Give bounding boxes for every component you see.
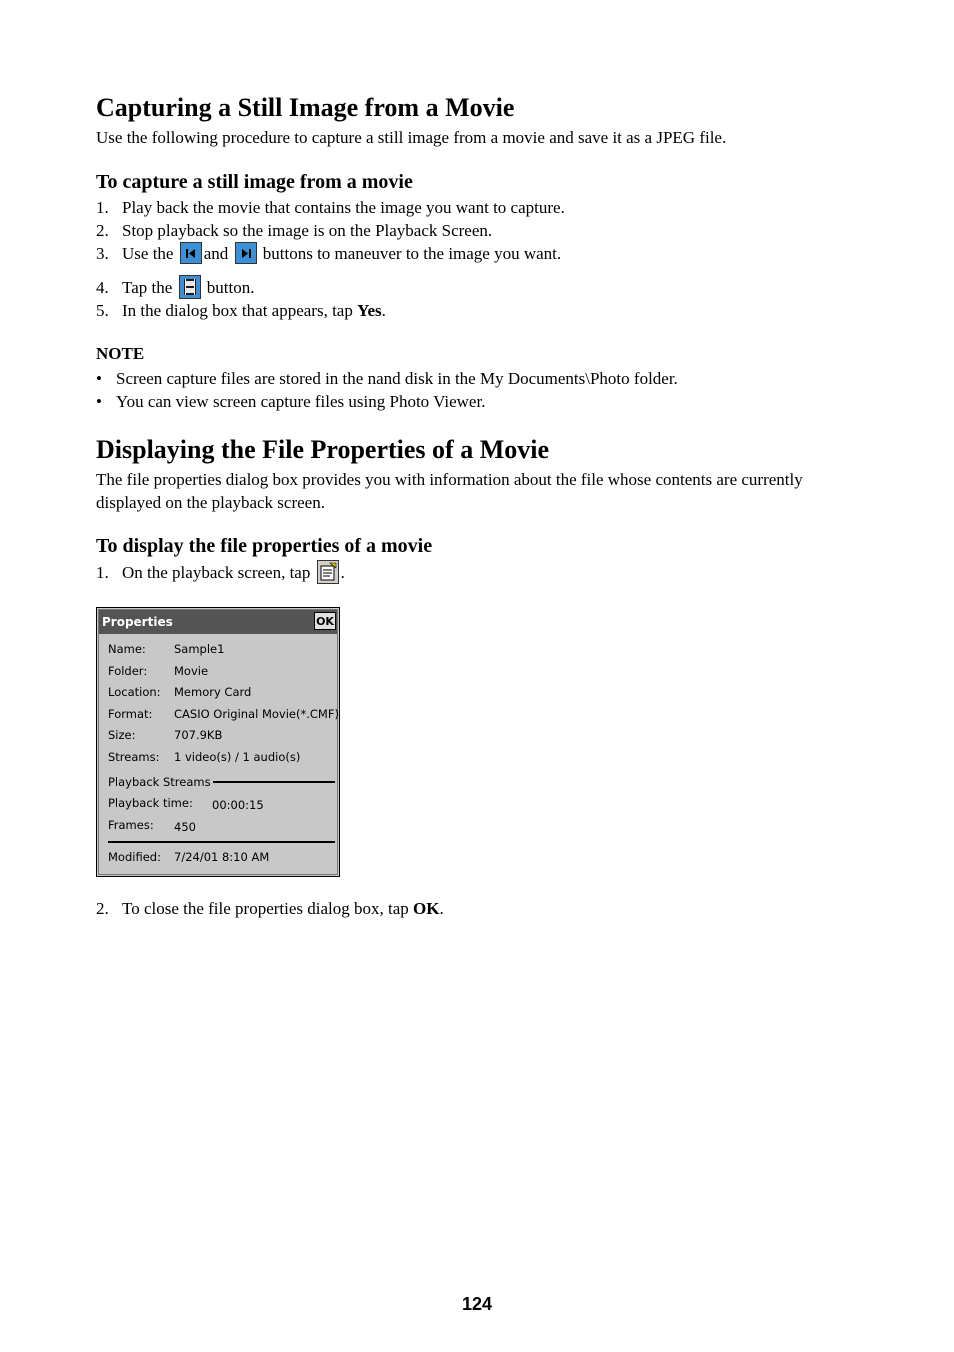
properties-icon[interactable] <box>317 560 339 584</box>
properties-intro: The file properties dialog box provides you with information about the file whose contents are currently displayed on the playback screen. <box>96 470 803 512</box>
playback-streams-label: Playback Streams <box>108 775 211 789</box>
modified-divider <box>108 841 335 843</box>
ok-label: OK <box>413 899 440 918</box>
playback-time-row: Playback time: 00:00:15 <box>108 796 264 812</box>
capture-subtitle: To capture a still image from a movie <box>96 171 413 193</box>
properties-step-2: 2. To close the file properties dialog box, tap OK. <box>96 899 444 918</box>
ok-button[interactable]: OK <box>314 612 336 630</box>
property-row: Format: CASIO Original Movie(*.CMF) <box>108 707 339 721</box>
note-label: NOTE <box>96 344 145 363</box>
capture-intro: Use the following procedure to capture a still image from a movie and save it as a JPEG file. <box>96 128 727 147</box>
page-number: 124 <box>461 1294 493 1314</box>
capture-icon[interactable] <box>179 275 201 299</box>
property-row: Location: Memory Card <box>108 685 252 699</box>
dialog-title: Properties <box>102 615 173 629</box>
capture-step-2: 2. Stop playback so the image is on the Playback Screen. <box>96 221 493 240</box>
step-forward-icon[interactable] <box>235 242 257 264</box>
capture-step-3: 3. Use the and buttons to maneuver to the image you want. <box>96 244 562 263</box>
property-row: Name: Sample1 <box>108 642 225 656</box>
note-item: • Screen capture files are stored in the nand disk in the My Documents\Photo folder. <box>96 369 678 388</box>
playback-divider <box>213 781 335 783</box>
properties-step-1: 1. On the playback screen, tap . <box>96 561 345 586</box>
capture-step-5: 5. In the dialog box that appears, tap Yes. <box>96 301 386 320</box>
properties-subtitle: To display the file properties of a movie <box>96 535 433 557</box>
yes-label: Yes <box>357 301 382 320</box>
capture-step-1: 1. Play back the movie that contains the image you want to capture. <box>96 198 565 217</box>
step-back-icon[interactable] <box>180 242 202 264</box>
property-row: Size: 707.9KB <box>108 728 223 742</box>
property-row: Folder: Movie <box>108 664 209 678</box>
frames-row: Frames: 450 <box>108 818 196 834</box>
note-item: • You can view screen capture files using Photo Viewer. <box>96 392 486 411</box>
dialog-titlebar <box>99 610 337 634</box>
section-title-properties: Displaying the File Properties of a Movie <box>96 435 550 464</box>
section-title-capture: Capturing a Still Image from a Movie <box>96 93 515 122</box>
modified-row: Modified: 7/24/01 8:10 AM <box>108 850 270 864</box>
property-row: Streams: 1 video(s) / 1 audio(s) <box>108 750 301 764</box>
capture-step-4: 4. Tap the button. <box>96 276 254 301</box>
properties-dialog <box>96 607 340 877</box>
